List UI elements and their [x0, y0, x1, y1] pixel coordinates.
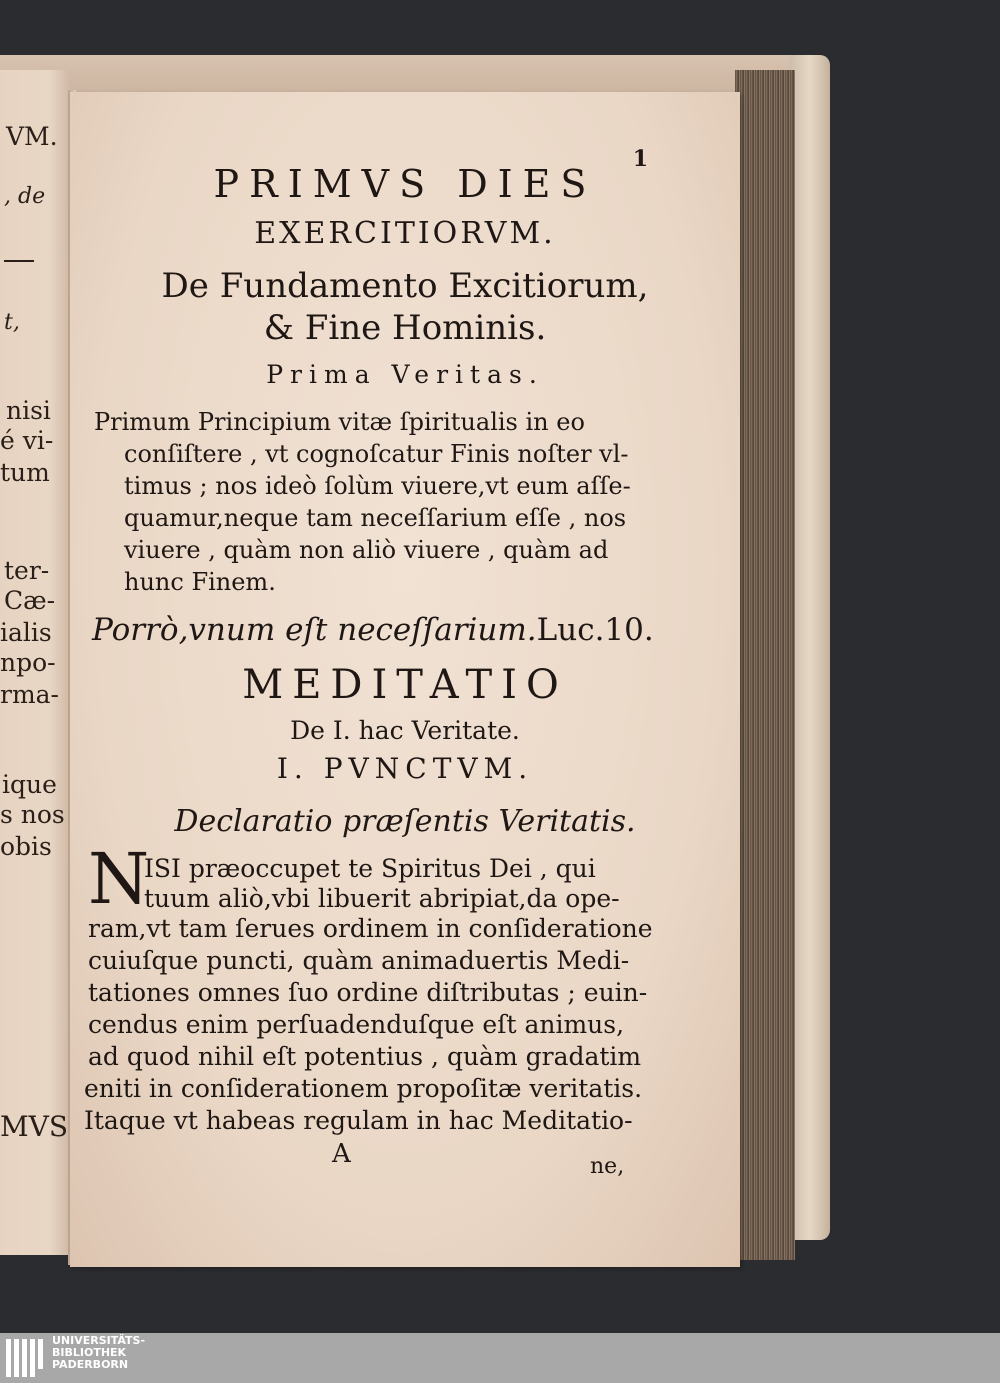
left-rule — [4, 260, 34, 262]
paragraph1-line: Primum Principium vitæ ſpiritualis in eo — [94, 408, 585, 436]
paragraph2-line: ad quod nihil eſt potentius , quàm gradatim — [88, 1042, 642, 1071]
meditatio-heading: MEDITATIO — [242, 662, 568, 708]
left-fragment: , de — [4, 184, 46, 209]
left-fragment: ialis — [0, 618, 52, 647]
meditatio-subheading: De I. hac Veritate. — [290, 716, 520, 745]
page-number: 1 — [632, 146, 648, 172]
scripture-quote — [92, 612, 654, 648]
library-name — [52, 1335, 145, 1371]
paragraph1-line: timus ; nos ideò ſolùm viuere,vt eum aſſe- — [124, 472, 631, 500]
library-name-line: UNIVERSITÄTS- — [52, 1334, 146, 1347]
title-line-2: EXERCITIORVM. — [254, 216, 556, 251]
catchword: ne, — [590, 1154, 625, 1179]
left-fragment: VM. — [6, 122, 58, 151]
declaratio-heading: Declaratio præſentis Veritatis. — [174, 804, 636, 839]
paragraph1-line: viuere , quàm non aliò viuere , quàm ad — [124, 536, 609, 564]
left-fragment: Cæ- — [4, 586, 56, 615]
left-fragment: npo- — [0, 648, 56, 677]
left-fragment: s nos — [0, 800, 65, 829]
book-cover-edge — [790, 55, 830, 1240]
paragraph2-line: tuum aliò,vbi libuerit abripiat,da ope- — [144, 884, 620, 913]
paragraph2-line: ram,vt tam ſerues ordinem in conſideratione — [88, 914, 653, 943]
library-logo-icon — [6, 1339, 44, 1377]
veritas-heading: Prima Veritas. — [266, 360, 544, 389]
paragraph2-line: cuiuſque puncti, quàm animaduertis Medi- — [88, 946, 630, 975]
quote-text: Porrò,vnum eſt neceſſarium. — [92, 612, 537, 648]
paragraph2-line: cendus enim perſuadenduſque eſt animus, — [88, 1010, 625, 1039]
quote-reference: Luc.10. — [536, 612, 654, 648]
book-top-edge — [0, 55, 815, 95]
left-fragment: nisi — [6, 396, 51, 425]
paragraph1-line: conſiſtere , vt cognoſcatur Finis noſter vl- — [124, 440, 629, 468]
paragraph2-line: tationes omnes ſuo ordine diſtributas ; euin- — [88, 978, 648, 1007]
left-fragment: ique — [2, 770, 57, 799]
library-name-line: BIBLIOTHEK — [52, 1346, 127, 1359]
left-fragment: obis — [0, 832, 52, 861]
signature-mark: A — [332, 1139, 351, 1169]
paragraph1-line: hunc Finem. — [124, 568, 276, 596]
paragraph1-line: quamur,neque tam neceſſarium eſſe , nos — [124, 504, 627, 532]
library-footer-bar — [0, 1333, 1000, 1383]
subtitle-line-2: & Fine Hominis. — [263, 308, 547, 348]
subtitle-line-1: De Fundamento Excitiorum, — [161, 266, 649, 306]
paragraph2-line: Itaque vt habeas regulam in hac Meditatio- — [84, 1106, 633, 1135]
left-fragment: rma- — [0, 680, 60, 709]
paragraph2-line: ISI præoccupet te Spiritus Dei , qui — [144, 854, 596, 883]
left-fragment: é vi- — [0, 426, 54, 455]
page-fore-edge — [735, 70, 795, 1260]
left-fragment: t, — [4, 310, 20, 335]
paragraph2-line: eniti in conſiderationem propoſitæ veritatis. — [84, 1074, 643, 1103]
drop-capital: N — [88, 838, 150, 920]
title-line-1: PRIMVS DIES — [213, 162, 597, 206]
previous-page-sliver — [0, 70, 70, 1255]
left-fragment: tum — [0, 458, 50, 487]
left-fragment: MVS — [0, 1110, 69, 1143]
library-name-line: PADERBORN — [52, 1358, 129, 1371]
left-fragment: ter- — [4, 556, 50, 585]
book-page — [70, 92, 740, 1267]
punctum-heading: I. PVNCTVM. — [276, 752, 534, 785]
